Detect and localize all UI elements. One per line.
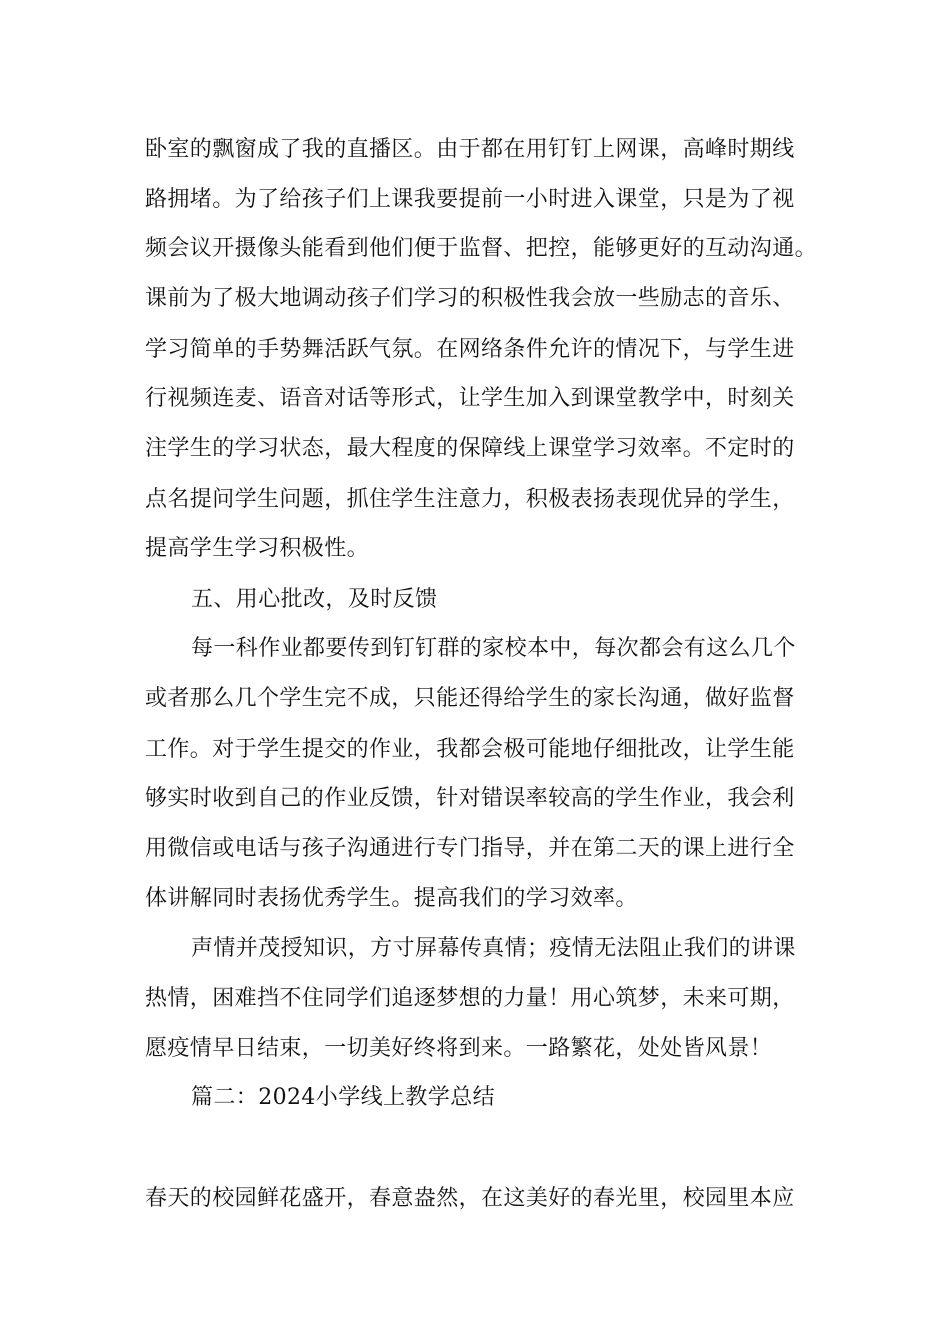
body-text-line: 点名提问学生问题，抓住学生注意力，积极表扬表现优异的学生， — [145, 487, 795, 512]
section-heading: 五、用心批改，及时反馈 — [191, 587, 438, 612]
body-text-line: 够实时收到自己的作业反馈，针对错误率较高的学生作业，我会利 — [145, 786, 795, 811]
body-text-line: 路拥堵。为了给孩子们上课我要提前一小时进入课堂，只是为了视 — [145, 187, 795, 212]
body-text-line: 卧室的飘窗成了我的直播区。由于都在用钉钉上网课，高峰时期线 — [145, 137, 795, 162]
body-text-line: 声情并茂授知识，方寸屏幕传真情；疫情无法阻止我们的讲课 — [191, 936, 796, 961]
body-text-line: 提高学生学习积极性。 — [145, 536, 370, 561]
body-text-line: 用微信或电话与孩子沟通进行专门指导，并在第二天的课上进行全 — [145, 836, 795, 861]
article-title: 篇二：2024小学线上教学总结 — [191, 1085, 495, 1110]
body-text-line: 或者那么几个学生完不成，只能还得给学生的家长沟通，做好监督 — [145, 686, 795, 711]
body-text-line: 课前为了极大地调动孩子们学习的积极性我会放一些励志的音乐、 — [145, 286, 795, 311]
body-text-line: 春天的校园鲜花盛开，春意盎然，在这美好的春光里，校园里本应 — [145, 1186, 795, 1211]
body-text-line: 热情，困难挡不住同学们追逐梦想的力量！用心筑梦，未来可期， — [145, 986, 795, 1011]
body-text-line: 愿疫情早日结束，一切美好终将到来。一路繁花，处处皆风景！ — [145, 1036, 773, 1061]
body-text-line: 行视频连麦、语音对话等形式，让学生加入到课堂教学中，时刻关 — [145, 386, 795, 411]
body-text-line: 注学生的学习状态，最大程度的保障线上课堂学习效率。不定时的 — [145, 436, 795, 461]
body-text-line: 每一科作业都要传到钉钉群的家校本中，每次都会有这么几个 — [191, 636, 796, 661]
body-text-line: 学习简单的手势舞活跃气氛。在网络条件允许的情况下，与学生进 — [145, 337, 795, 362]
body-text-line: 体讲解同时表扬优秀学生。提高我们的学习效率。 — [145, 886, 638, 911]
body-text-line: 频会议开摄像头能看到他们便于监督、把控，能够更好的互动沟通。 — [145, 236, 818, 261]
body-text-line: 工作。对于学生提交的作业，我都会极可能地仔细批改，让学生能 — [145, 737, 795, 762]
